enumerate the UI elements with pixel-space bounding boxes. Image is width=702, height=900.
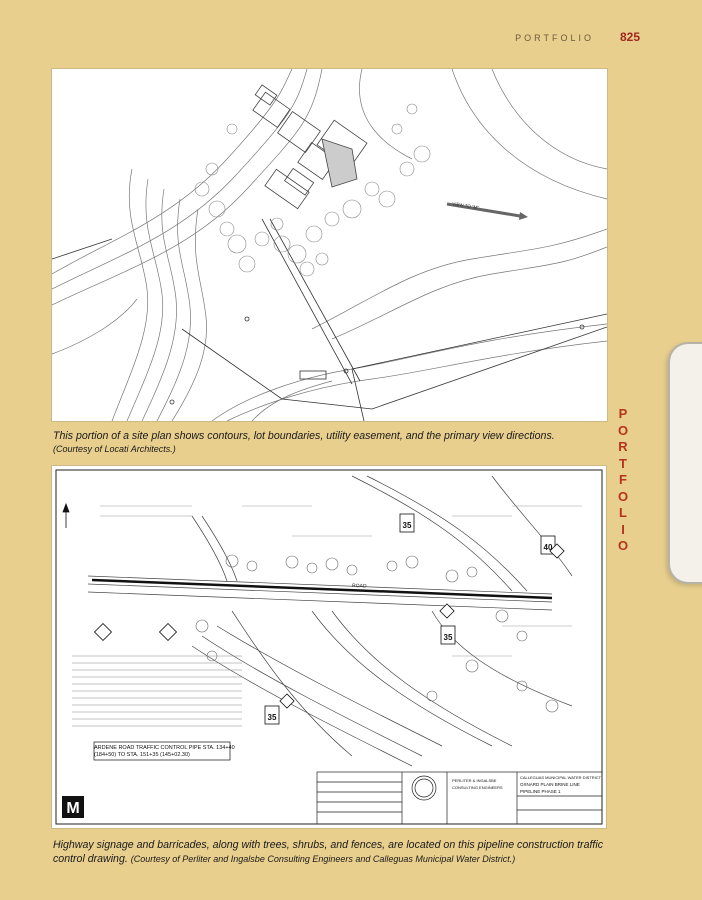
traffic-control-caption-text: Highway signage and barricades, along with trees, shrubs, and fences, are located on this pipeline construction traffic control drawing. [53, 839, 604, 865]
title-block-line2: OXNARD PLAIN BRINE LINE [520, 782, 580, 787]
side-letter: O [617, 488, 629, 504]
side-letter: O [617, 538, 629, 553]
publisher-logo-letter: M [66, 800, 80, 817]
firm-name-line1: PERLITER & INGALSBE [452, 778, 497, 783]
side-letter: O [617, 422, 629, 438]
side-letter: T [619, 455, 627, 471]
page-number: 825 [619, 30, 640, 44]
section-title: PORTFOLIO [515, 33, 594, 43]
site-plan-caption [53, 430, 613, 456]
traffic-control-caption [53, 838, 613, 866]
speed-sign-2: 40 [543, 543, 553, 552]
side-letter: P [618, 406, 628, 421]
title-block-line3: PIPELINE PHASE 1 [520, 789, 561, 794]
traffic-control-figure [51, 465, 607, 829]
side-letter: I [621, 521, 625, 537]
portfolio-side-label [614, 406, 632, 555]
speed-sign-1: 35 [402, 521, 412, 530]
site-plan-caption-text: This portion of a site plan shows contours, lot boundaries, utility easement, and the primary view directions. [53, 430, 555, 442]
side-letter: R [618, 439, 628, 454]
title-block-line1: CALLEGUAS MUNICIPAL WATER DISTRICT [520, 775, 602, 780]
side-letter: F [619, 472, 627, 487]
chapter-tab [668, 342, 702, 584]
site-plan-drawing [52, 69, 607, 421]
traffic-control-credit: (Courtesy of Perliter and Ingalsbe Consulting Engineers and Calleguas Municipal Water District.) [130, 854, 516, 864]
north-arrow-icon [63, 504, 69, 528]
road-label: ROAD [351, 583, 367, 590]
station-note-2: (184+50) TO STA. 151+35 (145+02.30) [94, 752, 190, 758]
site-plan-figure [51, 68, 608, 422]
site-plan-credit: (Courtesy of Locati Architects.) [53, 444, 176, 454]
running-header [515, 30, 640, 44]
station-note-1: ARDENE ROAD TRAFFIC CONTROL PIPE STA. 134+40 [94, 745, 235, 751]
firm-name-line2: CONSULTING ENGINEERS [452, 785, 503, 790]
speed-sign-3: 35 [443, 633, 453, 642]
view-direction-label: VIEW TO "M" [451, 201, 480, 211]
traffic-control-drawing [52, 466, 606, 828]
speed-sign-4: 35 [267, 713, 277, 722]
side-letter: L [619, 505, 627, 520]
